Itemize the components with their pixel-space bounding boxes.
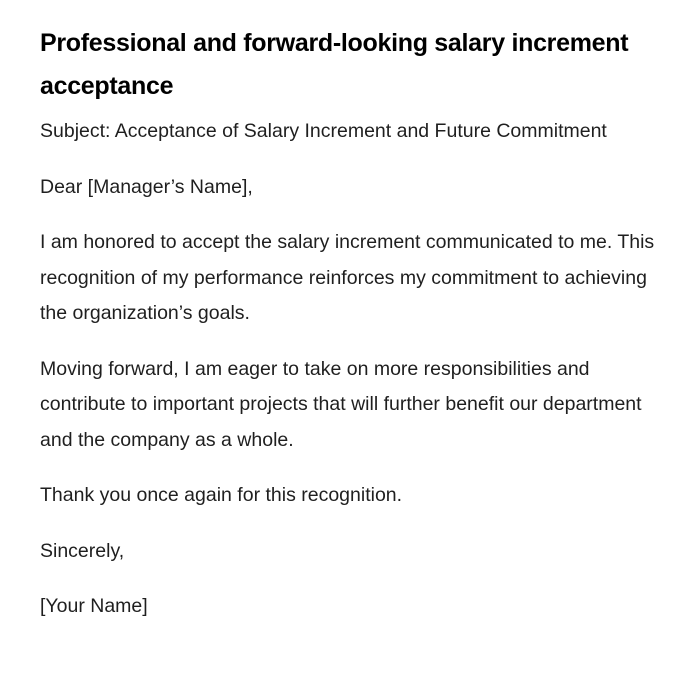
document-title: Professional and forward-looking salary increment acceptance (40, 29, 629, 100)
body-paragraph-future-commitment: Moving forward, I am eager to take on more responsibilities and contribute to important projects that will further benefit our department and the company as a whole. (40, 357, 642, 451)
subject-line: Subject: Acceptance of Salary Increment and Future Commitment (40, 120, 607, 142)
body-paragraph-acceptance: I am honored to accept the salary increment communicated to me. This recognition of my performance reinforces my commitment to achieving the organization’s goals. (40, 231, 655, 324)
salutation: Dear [Manager’s Name], (40, 175, 253, 198)
body-paragraph-thanks: Thank you once again for this recognition. (40, 484, 403, 506)
signature-placeholder: [Your Name] (40, 595, 148, 617)
closing: Sincerely, (40, 539, 125, 562)
